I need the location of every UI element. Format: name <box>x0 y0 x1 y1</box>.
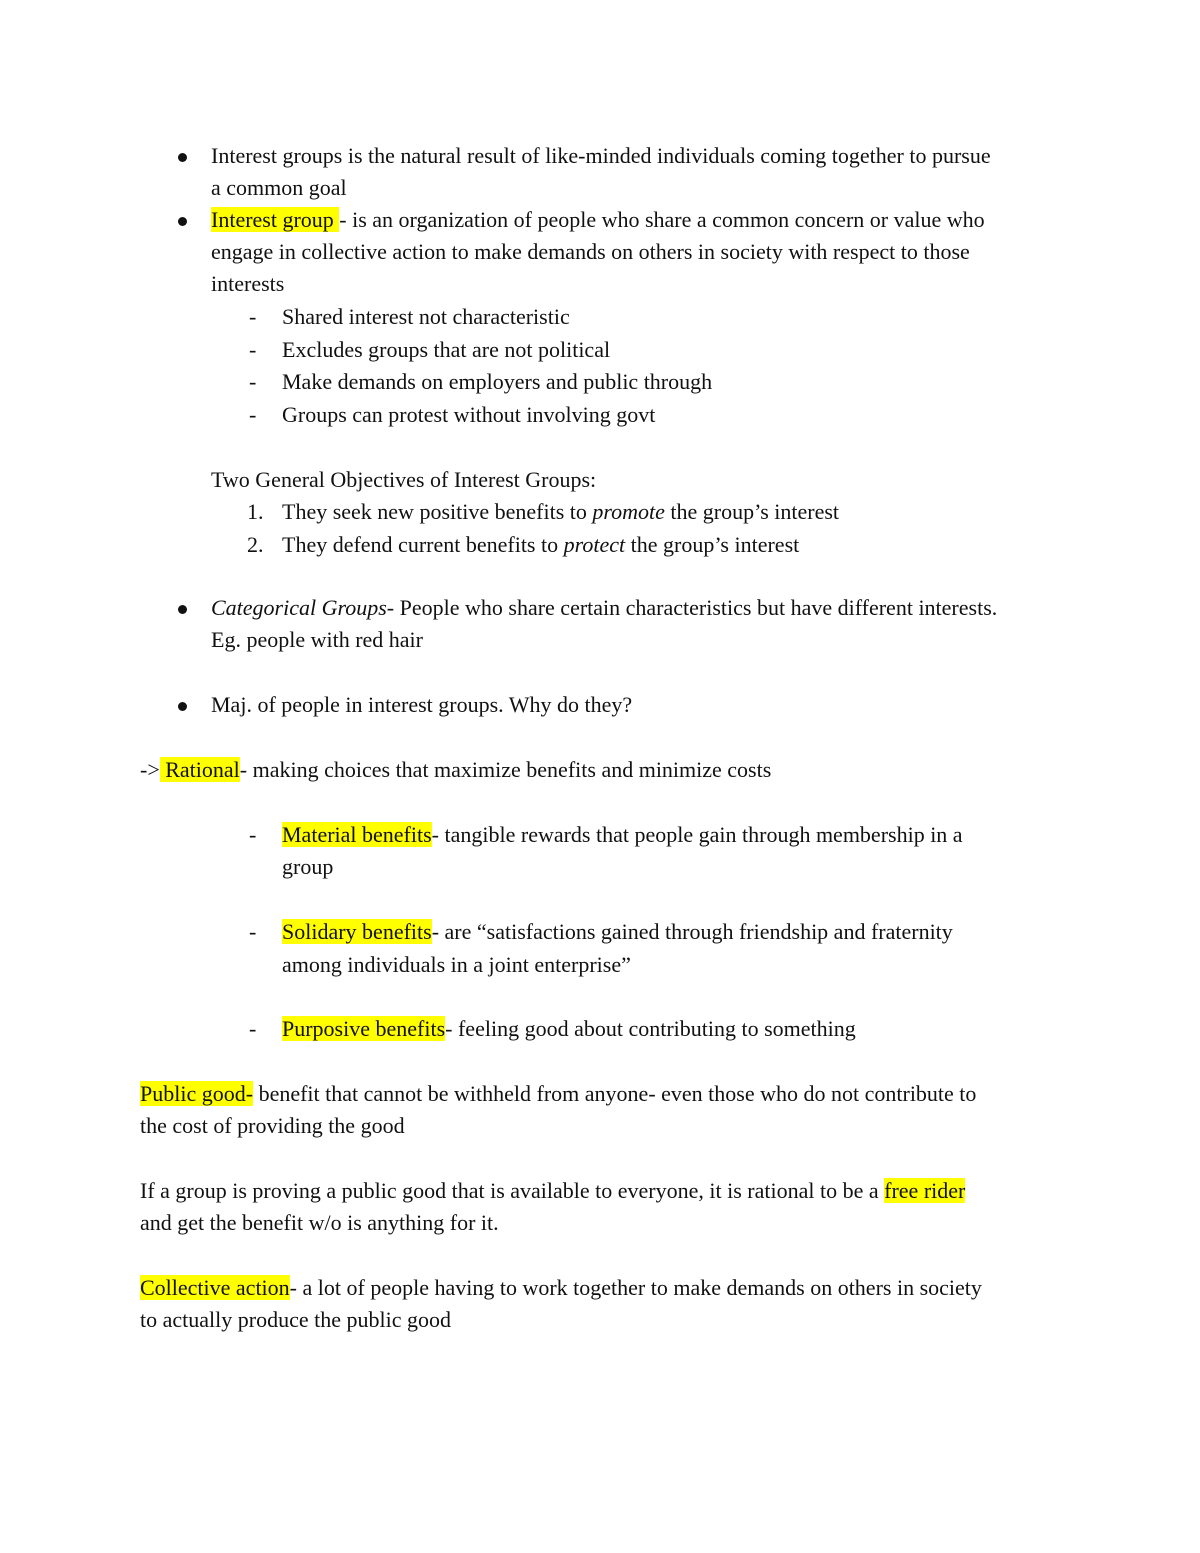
objectives-heading: Two General Objectives of Interest Groups: <box>211 467 597 492</box>
collective-action-line-2: to actually produce the public good <box>140 1307 451 1332</box>
rational-term: Rational <box>159 757 240 782</box>
collective-action-term: Collective action <box>140 1275 290 1300</box>
sub-item: Make demands on employers and public through <box>282 369 713 394</box>
dash-marker: - <box>249 822 257 847</box>
benefit-solidary-line-2: among individuals in a joint enterprise” <box>282 952 631 977</box>
rational-line <box>140 755 771 785</box>
interest-group-term: Interest group <box>211 207 340 232</box>
public-good-line-1 <box>140 1079 976 1109</box>
public-good-term: Public good- <box>140 1081 254 1106</box>
categorical-groups-definition: - People who share certain characteristics but have different interests. <box>386 595 998 620</box>
free-rider-line-2: and get the benefit w/o is anything for it. <box>140 1210 499 1235</box>
objective-item <box>282 497 839 527</box>
bullet-2-line-3: interests <box>211 271 285 296</box>
bullet-2-line-1 <box>211 205 985 235</box>
objective-text: They seek new positive benefits to <box>282 499 593 524</box>
dash-marker: - <box>249 1016 257 1041</box>
bullet-icon <box>178 217 187 226</box>
collective-action-line-1 <box>140 1273 982 1303</box>
dash-marker: - <box>249 369 257 394</box>
categorical-groups-term: Categorical Groups <box>211 595 387 620</box>
sub-item: Excludes groups that are not political <box>282 337 611 362</box>
benefit-solidary-line-1 <box>282 917 953 947</box>
list-number: 2. <box>247 532 264 557</box>
bullet-2-line-2: engage in collective action to make demands on others in society with respect to those <box>211 239 970 264</box>
purposive-benefits-definition: - feeling good about contributing to something <box>445 1016 856 1041</box>
arrow-marker: -> <box>140 757 160 782</box>
benefit-material-line-2: group <box>282 854 334 879</box>
benefit-material-line-1 <box>282 820 963 850</box>
material-benefits-definition: - tangible rewards that people gain through membership in a <box>431 822 963 847</box>
dash-marker: - <box>249 919 257 944</box>
objective-emphasis: protect <box>563 532 626 557</box>
bullet-icon <box>178 153 187 162</box>
bullet-1-line-1: Interest groups is the natural result of like-minded individuals coming together to pursue <box>211 143 991 168</box>
dash-marker: - <box>249 402 257 427</box>
material-benefits-term: Material benefits <box>282 822 432 847</box>
free-rider-line-1 <box>140 1176 965 1206</box>
objective-text: the group’s interest <box>625 532 800 557</box>
objective-text: They defend current benefits to <box>282 532 564 557</box>
sub-item: Shared interest not characteristic <box>282 304 570 329</box>
rational-definition: - making choices that maximize benefits and minimize costs <box>239 757 772 782</box>
sub-item: Groups can protest without involving govt <box>282 402 656 427</box>
public-good-definition: benefit that cannot be withheld from anyone- even those who do not contribute to <box>253 1081 977 1106</box>
bullet-3-line-1 <box>211 593 997 623</box>
dash-marker: - <box>249 304 257 329</box>
bullet-3-line-2: Eg. people with red hair <box>211 627 423 652</box>
public-good-line-2: the cost of providing the good <box>140 1113 405 1138</box>
dash-marker: - <box>249 337 257 362</box>
purposive-benefits-term: Purposive benefits <box>282 1016 446 1041</box>
benefit-purposive-line-1 <box>282 1014 856 1044</box>
bullet-icon <box>178 605 187 614</box>
bullet-1-line-2: a common goal <box>211 175 347 200</box>
bullet-icon <box>178 702 187 711</box>
objective-text: the group’s interest <box>664 499 840 524</box>
free-rider-term: free rider <box>884 1178 966 1203</box>
objective-item <box>282 530 799 560</box>
solidary-benefits-term: Solidary benefits <box>282 919 432 944</box>
bullet-4-line: Maj. of people in interest groups. Why do they? <box>211 692 633 717</box>
collective-action-definition: - a lot of people having to work together to make demands on others in society <box>289 1275 982 1300</box>
solidary-benefits-definition: - are “satisfactions gained through friendship and fraternity <box>431 919 953 944</box>
free-rider-text: If a group is proving a public good that is available to everyone, it is rational to be a <box>140 1178 885 1203</box>
interest-group-definition: - is an organization of people who share a common concern or value who <box>339 207 985 232</box>
objective-emphasis: promote <box>592 499 665 524</box>
list-number: 1. <box>247 499 264 524</box>
